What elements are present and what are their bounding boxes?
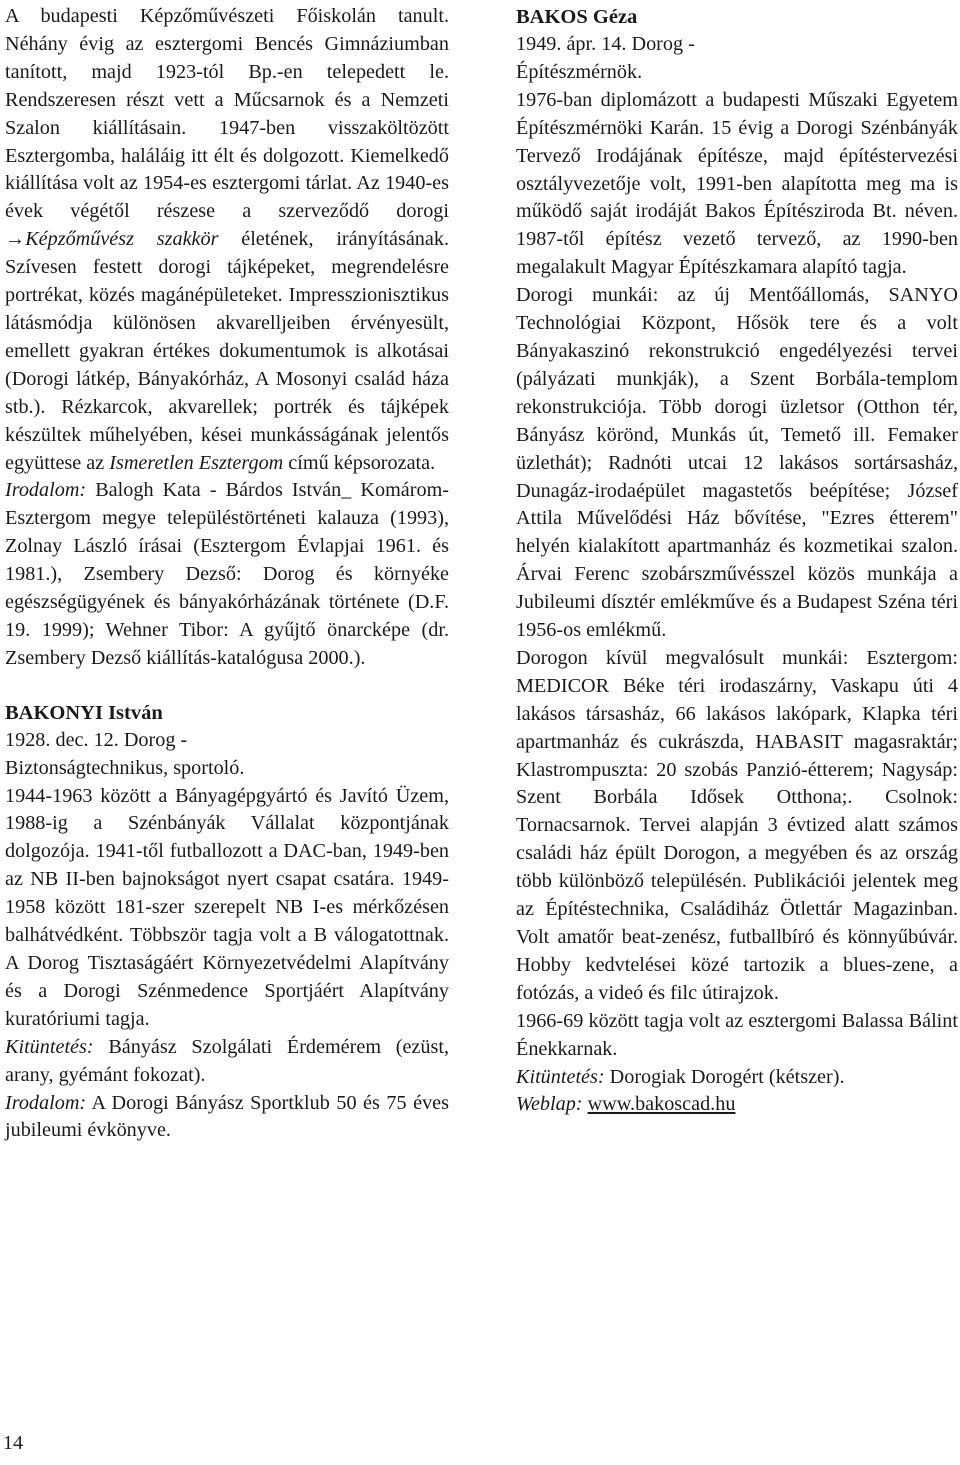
biography-text: A budapesti Képzőművészeti Főiskolán tanult. Néhány évig az esztergomi Bencés Gimnáziumban tanított, majd 1923-tól Bp.-en telepedett le. Rendszeresen részt vett a Műcsarnok és a Nemzeti Szalon kiállításain. 1947-ben visszaköltözött Esztergomba, haláláig itt élt és dolgozott. Kiemelkedő kiállítása volt az 1954-es esztergomi tárlat. Az 1940-es évek végétől részese a szerveződő dorogi [5, 5, 449, 223]
series-title: Ismeretlen Esztergom [109, 451, 284, 474]
bakos-paragraph-1: 1976-ban diplomázott a budapesti Műszaki Egyetem Építészmérnöki Karán. 15 évig a Dorogi Szénbányák Tervező Irodájának építésze, majd építéstervezési osztályvezetője volt, 1991-ben alapította meg ma is működő saját irodáját Bakos Építésziroda Bt. néven. 1987-től építész vezető tervező, az 1990-ben megalakult Magyar Építészkamara alapító tagja. [516, 88, 958, 279]
award-label-bakos: Kitüntetés: [516, 1065, 605, 1088]
literature-text-2: A Dorogi Bányász Sportklub 50 és 75 éves jubileumi évkönyve. [5, 1091, 449, 1142]
entry-name-bakos: BAKOS Géza [516, 6, 638, 28]
literature-label-2: Irodalom: [5, 1091, 87, 1114]
award-paragraph [5, 1034, 449, 1090]
series-suffix: című képsorozata. [288, 451, 436, 474]
entry-bakonyi-istvan [5, 699, 449, 1146]
page-number: 14 [3, 1432, 23, 1454]
literature-paragraph [5, 477, 449, 672]
entry-name: BAKONYI István [5, 701, 163, 724]
award-text-bakos: Dorogiak Dorogért (kétszer). [609, 1065, 845, 1088]
literature-paragraph-2 [5, 1090, 449, 1146]
entry-birth-bakos: 1949. ápr. 14. Dorog - [516, 33, 695, 55]
award-paragraph-bakos [516, 1064, 958, 1092]
cross-reference-link[interactable]: Képzőművész szakkör [25, 228, 219, 251]
cross-reference-arrow-icon: → [5, 228, 26, 251]
entry-profession-bakos: Építészmérnök. [516, 60, 643, 83]
weblink-paragraph [516, 1091, 958, 1119]
right-column [516, 3, 958, 1119]
literature-label: Irodalom: [5, 479, 87, 502]
award-label: Kitüntetés: [5, 1035, 94, 1058]
entry-profession: Biztonságtechnikus, sportoló. [5, 756, 245, 779]
award-text: Bányász Szolgálati Érdemérem (ezüst, arany, gyémánt fokozat). [5, 1035, 449, 1086]
biography-text-continued: életének, irányításának. Szívesen festett dorogi tájképeket, megrendelésre portrékat, közés magánépületeket. Impresszionisztikus látásmódja különösen akvarelljeiben érvényesült, emellett gyakran értékes dokumentumok is alkotásai (Dorogi látkép, Bányakórház, A Mosonyi család háza stb.). Rézkarcok, akvarellek; portrék és tájképek készültek műhelyében, kései munkásságának jelentős együttese az [5, 228, 449, 474]
literature-text: Balogh Kata - Bárdos István_ Komárom-Esztergom megye településtörténeti kalauza (1993), Zolnay László írásai (Esztergom Évlapjai 1961. és 1981.), Zsembery Dezső: Dorog és környéke egészségügyének és bányakórházának története (D.F. 19. 1999); Wehner Tibor: A gyűjtő önarcképe (dr. Zsembery Dezső kiállítás-katalógusa 2000.). [5, 479, 450, 669]
bakos-paragraph-4: 1966-69 között tagja volt az esztergomi Balassa Bálint Énekkarnak. [516, 1009, 958, 1060]
bakos-paragraph-3: Dorogon kívül megvalósult munkái: Esztergom: MEDICOR Béke téri irodaszárny, Vaskapu úti 4 lakásos társasház, 66 lakásos lakópark, Klapka téri apartmanház és cukrászda, HABASIT magasraktár; Klastrompuszta: 20 szobás Panzió-étterem; Nagysáp: Szent Borbála Idősek Otthona;. Csolnok: Tornacsarnok. Tervei alapján 3 évtized alatt számos családi ház épült Dorogon, a megyében és az ország több különböző településén. Publikációi jelentek meg az Építéstechnika, Családiház Ötlettár Magazinban. Volt amatőr beat-zenész, futballbíró és könnyűbúvár. Hobby kedvtelései közé tartozik a blues-zene, a fotózás, a videó és filc útirajzok. [516, 646, 958, 1004]
weblink-label: Weblap: [516, 1093, 583, 1116]
entry-biography: 1944-1963 között a Bányagépgyártó és Javító Üzem, 1988-ig a Szénbányák Vállalat központjának dolgozója. 1941-től futballozott a DAC-ban, 1949-ben az NB II-ben bajnokságot nyert csapat csatára. 1949-1958 között 181-szer szerepelt NB I-es mérkőzésen balhátvédként. Többször tagja volt a B válogatottnak. A Dorog Tisztaságáért Környezetvédelmi Alapítvány és a Dorogi Szénmedence Sportjáért Alapítvány kuratóriumi tagja. [5, 784, 449, 1030]
weblink-url[interactable]: www.bakoscad.hu [587, 1093, 736, 1116]
entry-birth: 1928. dec. 12. Dorog - [5, 728, 188, 751]
bakos-paragraph-2: Dorogi munkái: az új Mentőállomás, SANYO Technológiai Központ, Hősök tere és a volt Bányakaszinó rekonstrukció engedélyezési tervei (pályázati munkják), a Szent Borbála-templom rekonstrukciója. Több dorogi üzletsor (Otthon tér, Bányász körönd, Munkás út, Temető ill. Femaker üzlethát); Radnóti utcai 12 lakásos sortársasház, Dunagáz-irodaépület magastetős beépítése; József Attila Művelődési Ház bővítése, "Ezres étterem" helyén kialakított apartmanház és kozmetikai szalon. Árvai Ferenc szobárszművésszel közös munkája a Jubileumi dísztér emlékműve és a Budapest Széna téri 1956-os emlékmű. [516, 284, 958, 642]
entry-bakonyi-biography-continued [5, 3, 449, 477]
left-column [5, 3, 449, 1145]
